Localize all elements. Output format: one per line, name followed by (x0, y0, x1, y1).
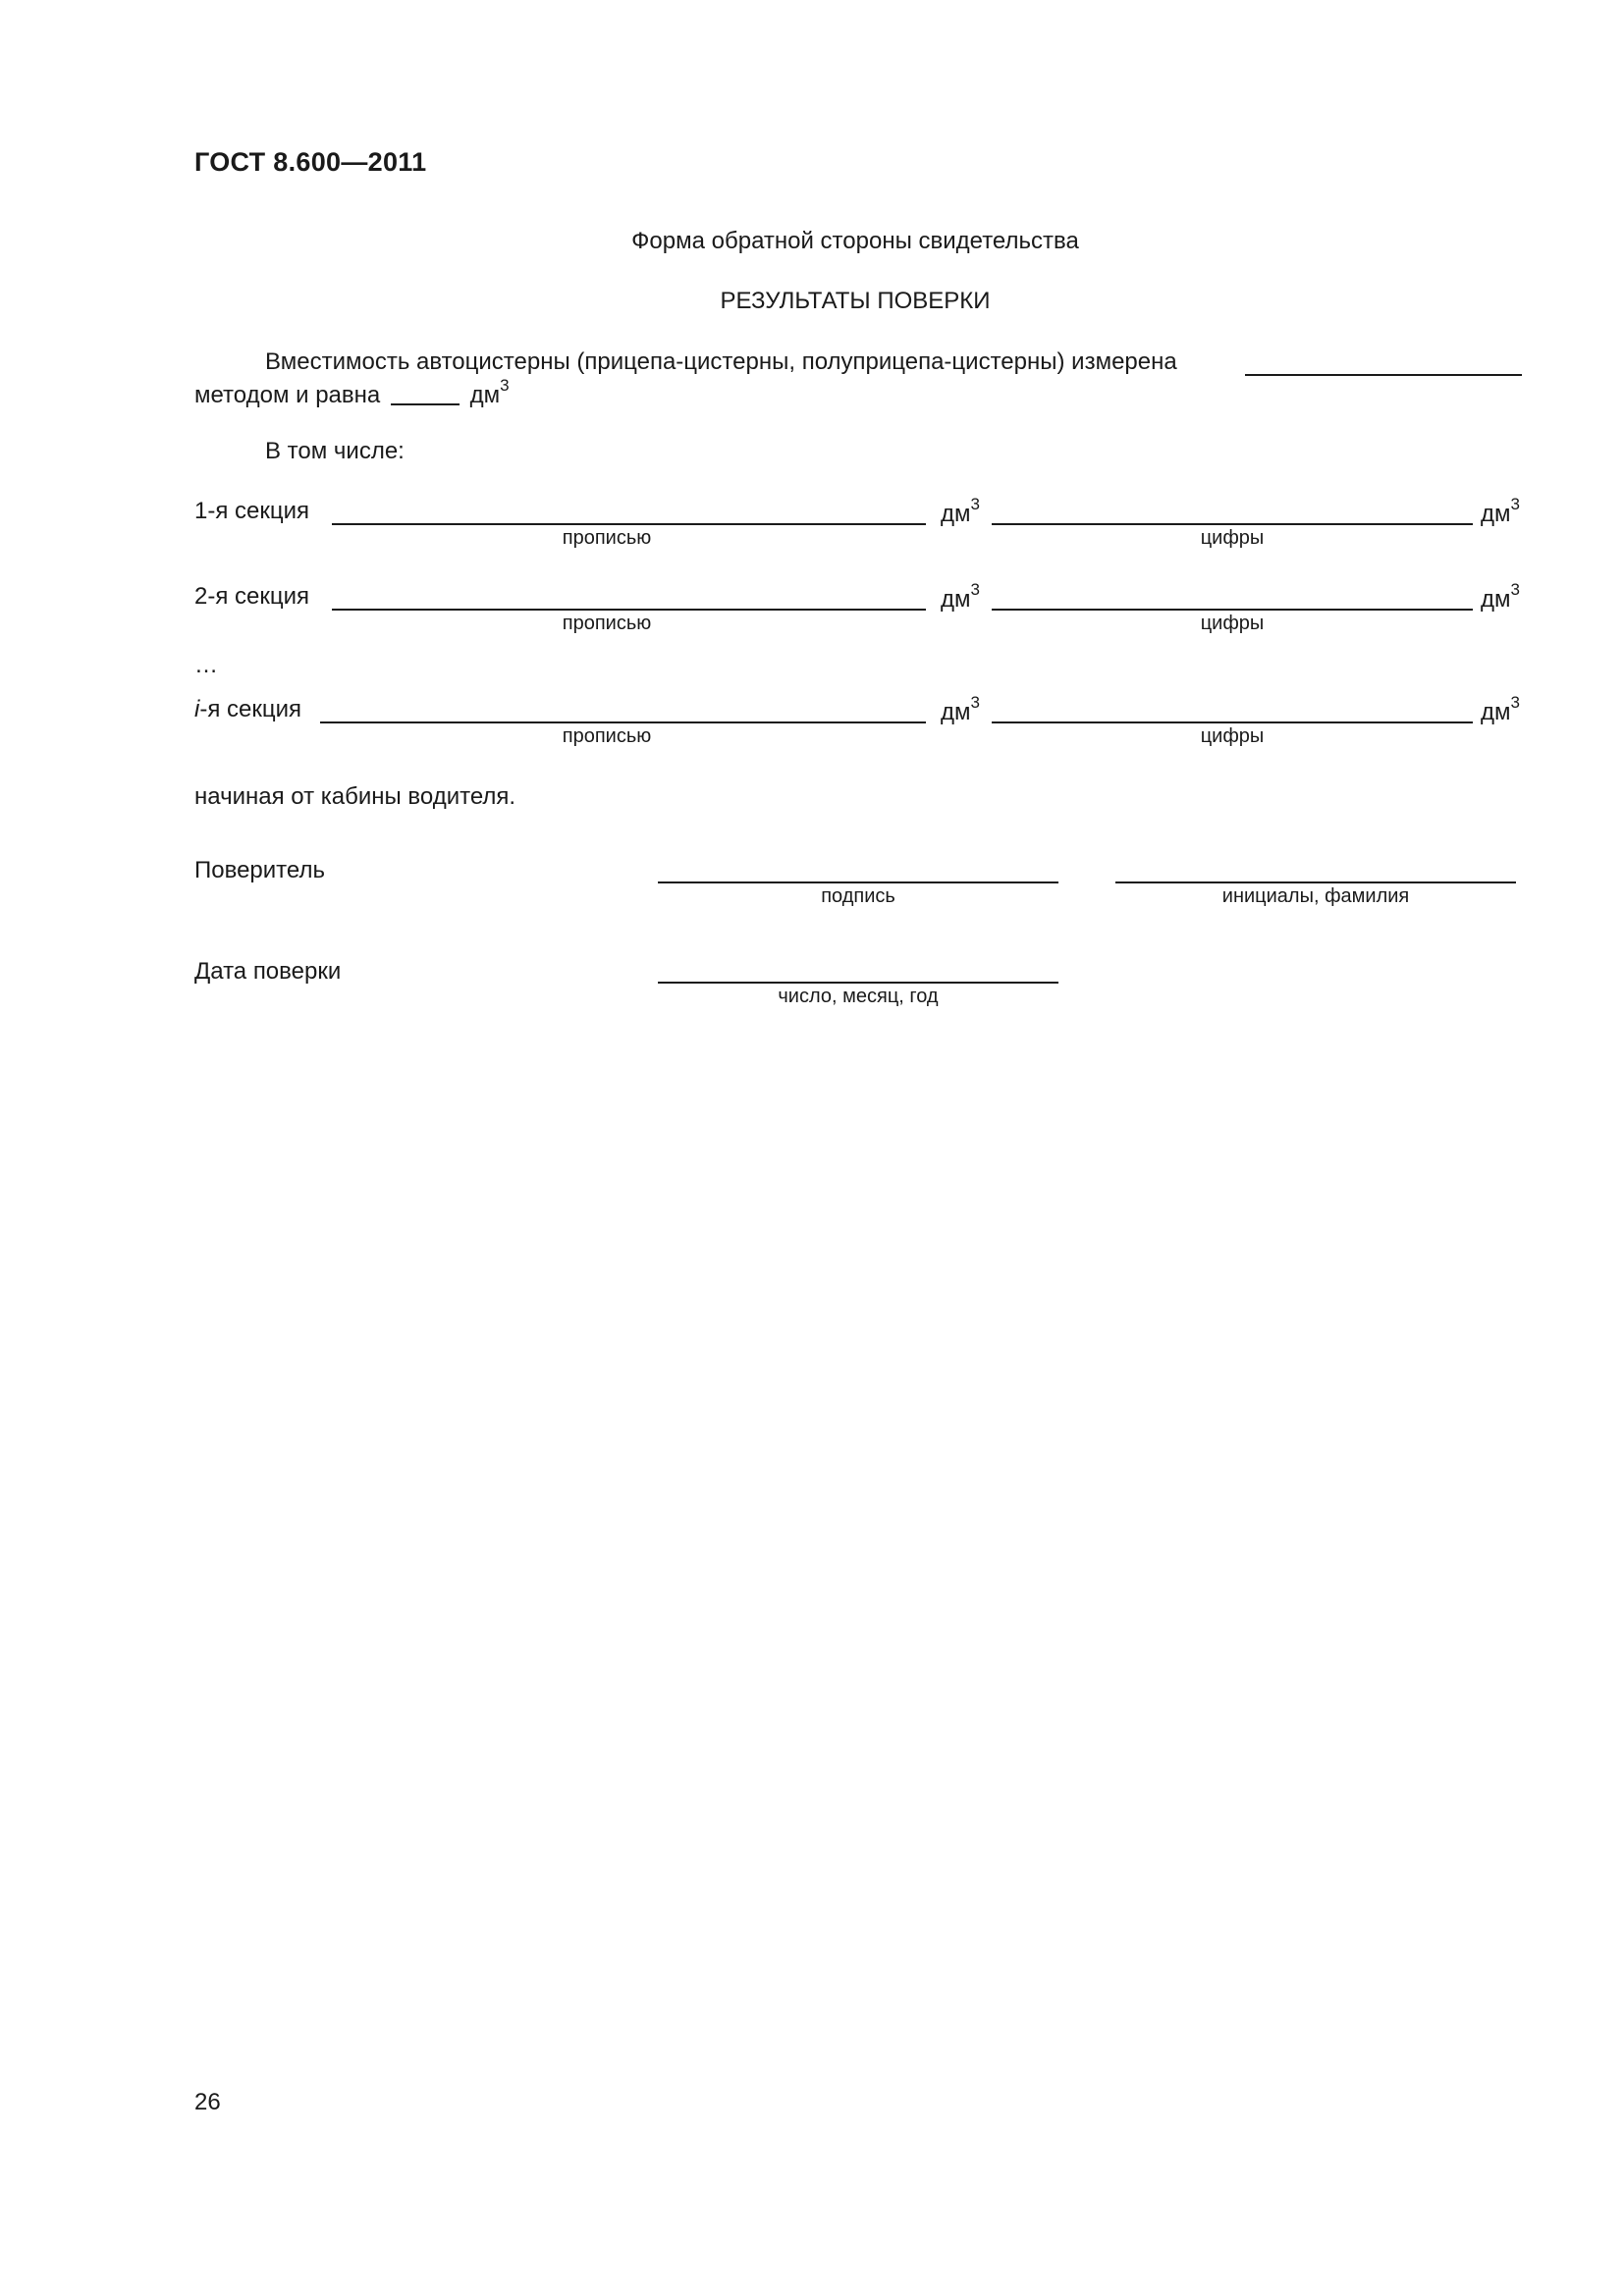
signature-caption: подпись (821, 885, 895, 907)
capacity-prefix: методом и равна (194, 382, 381, 408)
document-code: ГОСТ 8.600—2011 (194, 147, 427, 177)
section-1-digits-line (992, 523, 1473, 525)
name-line (1115, 881, 1516, 883)
page-number: 26 (194, 2089, 221, 2115)
section-i-label: i-я секция (194, 696, 301, 722)
date-line (658, 982, 1058, 984)
section-2-label: 2-я секция (194, 583, 309, 610)
form-title: Форма обратной стороны свидетельства (631, 228, 1079, 254)
section-1-label: 1-я секция (194, 498, 309, 524)
section-1-digits-caption: цифры (1200, 527, 1265, 549)
from-cabin-text: начиная от кабины водителя. (194, 783, 516, 810)
section-1-words-line (332, 523, 926, 525)
section-i-digits-line (992, 721, 1473, 723)
capacity-text-line1: Вместимость автоцистерны (прицепа-цистерны, полуприцепа-цистерны) измерена (265, 348, 1177, 375)
method-blank-line (1245, 374, 1522, 376)
section-i-unit-words: $дм^3$ (941, 693, 980, 725)
section-i-unit-digits: $дм^3$ (1481, 693, 1520, 725)
capacity-unit: дм (469, 382, 501, 408)
section-1-unit-words: $дм^3$ (941, 495, 980, 527)
section-2-words-line (332, 609, 926, 611)
date-label: Дата поверки (194, 958, 342, 985)
section-i-words-caption: прописью (562, 725, 652, 747)
sections-ellipsis: … (194, 652, 218, 678)
section-2-words-caption: прописью (562, 613, 652, 634)
section-2-unit-digits: $дм^3$ (1481, 580, 1520, 613)
section-i-digits-caption: цифры (1200, 725, 1265, 747)
verifier-label: Поверитель (194, 857, 325, 883)
capacity-text-line2 (194, 376, 510, 409)
section-1-words-caption: прописью (562, 527, 652, 549)
capacity-unit-exp: 3 (500, 376, 510, 395)
date-caption: число, месяц, год (778, 986, 939, 1007)
name-caption: инициалы, фамилия (1221, 885, 1410, 907)
section-2-digits-line (992, 609, 1473, 611)
including-label: В том числе: (265, 438, 405, 464)
section-i-words-line (320, 721, 926, 723)
section-1-unit-digits: $дм^3$ (1481, 495, 1520, 527)
signature-line (658, 881, 1058, 883)
section-2-unit-words: $дм^3$ (941, 580, 980, 613)
results-title: РЕЗУЛЬТАТЫ ПОВЕРКИ (720, 288, 991, 314)
section-2-digits-caption: цифры (1200, 613, 1265, 634)
capacity-blank-line (391, 403, 460, 405)
